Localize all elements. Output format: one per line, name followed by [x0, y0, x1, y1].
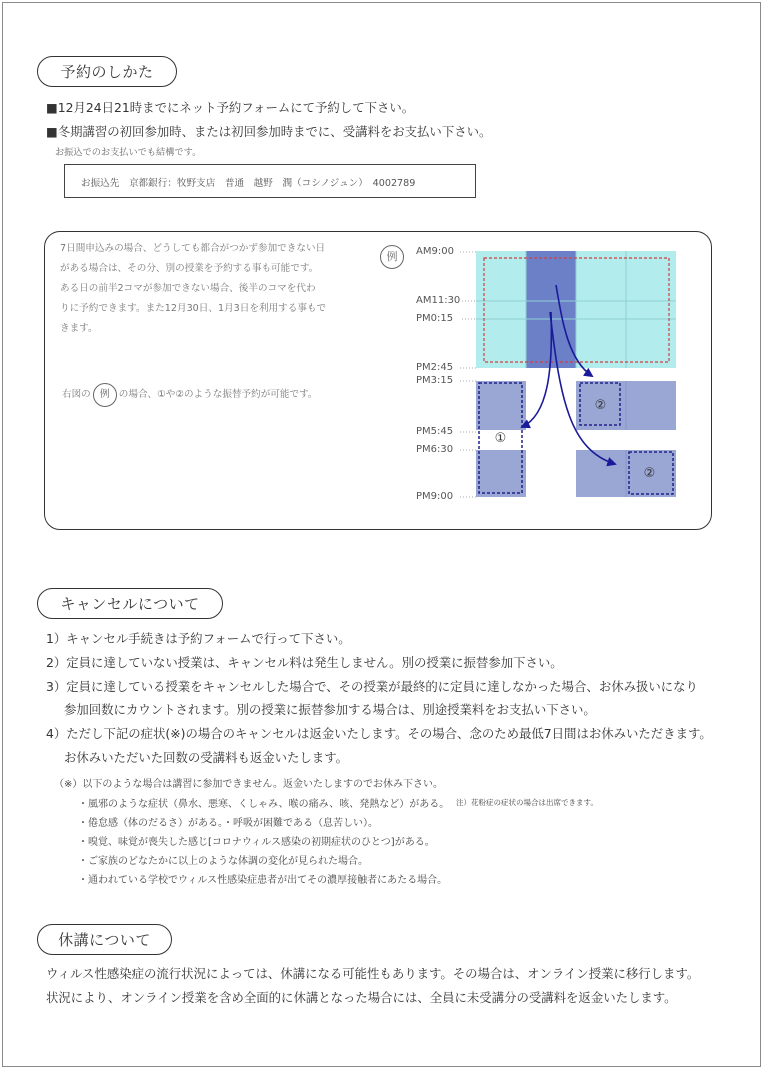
- heading-text: 休講について: [58, 931, 151, 949]
- reservation-line-1: ■12月24日21時までにネット予約フォームにて予約して下さい。: [46, 100, 415, 115]
- time-label: AM11:30: [416, 295, 461, 306]
- symptom-item: ・風邪のような症状（鼻水、悪寒、くしゃみ、喉の痛み、咳、発熱など）がある。: [78, 799, 450, 810]
- example-suffix: の場合、①や②のような振替予約が可能です。: [118, 389, 318, 400]
- bank-info: お振込先 京都銀行：牧野支店 普通 越野 潤（コシノジュン） 4002789: [81, 178, 416, 189]
- time-label: PM6:30: [416, 444, 454, 455]
- panel-line: ある日の前半2コマが参加できない場合、後半のコマを代わ: [60, 283, 316, 294]
- time-label: AM9:00: [416, 246, 454, 257]
- heading-text: 予約のしかた: [60, 63, 154, 81]
- cancel-item: 2）定員に達していない授業は、キャンセル料は発生しません。別の授業に振替参加下さい。: [46, 655, 563, 670]
- cancel-item: 3）定員に達している授業をキャンセルした場合で、その授業が最終的に定員に達しなかった場合、お休み扱いになり: [46, 679, 698, 694]
- section-heading-closure: [37, 924, 172, 955]
- symptom-item: ・嗅覚、味覚が喪失した感じ[コロナウィルス感染の初期症状のひとつ]がある。: [78, 837, 435, 848]
- diagram-example-mark: 例: [380, 245, 404, 269]
- cancel-item: 1）キャンセル手続きは予約フォームで行って下さい。: [46, 631, 351, 646]
- panel-line: 7日間申込みの場合、どうしても都合がつかず参加できない日: [60, 243, 326, 254]
- reservation-note: お振込でのお支払いでも結構です。: [55, 147, 202, 158]
- symptom-item: ・倦怠感（体のだるさ）がある。・呼吸が困難である（息苦しい）。: [78, 818, 378, 829]
- time-label: PM3:15: [416, 375, 454, 386]
- cancel-item: 4）ただし下記の症状(※)の場合のキャンセルは返金いたします。その場合、念のため最低7日間はお休みいただきます。: [46, 726, 712, 741]
- panel-line: きます。: [60, 323, 98, 334]
- slot-a: [476, 381, 526, 430]
- section-heading-cancel: [37, 588, 223, 619]
- cancel-item: 参加回数にカウントされます。別の授業に振替参加する場合は、別途授業料をお支払い下さい。: [64, 702, 596, 717]
- time-label: PM0:15: [416, 313, 454, 324]
- marker-2b: ②: [643, 466, 656, 481]
- heading-text: キャンセルについて: [60, 595, 200, 613]
- symptom-note-head: （※）以下のような場合は講習に参加できません。返金いたしますのでお休み下さい。: [54, 779, 443, 790]
- symptom-item: ・ご家族のどなたかに以上のような体調の変化が見られた場合。: [78, 856, 368, 867]
- closure-line-1: ウィルス性感染症の流行状況によっては、休講になる可能性もあります。その場合は、オンライン授業に移行します。: [46, 966, 700, 981]
- symptom-item: ・通われている学校でウィルス性感染症患者が出てその濃厚接触者にあたる場合。: [78, 875, 448, 886]
- example-prefix: 右図の: [62, 389, 91, 400]
- time-label: PM5:45: [416, 426, 454, 437]
- closure-line-2: 状況により、オンライン授業を含め全面的に休講となった場合には、全員に未受講分の受講料を返金いたします。: [46, 990, 677, 1005]
- cancel-item: お休みいただいた回数の受講料も返金いたします。: [64, 750, 348, 765]
- example-mark: 例: [93, 383, 117, 407]
- panel-line: がある場合は、その分、別の授業を予約する事も可能です。: [60, 263, 319, 274]
- time-label: PM9:00: [416, 491, 454, 502]
- marker-2a: ②: [594, 398, 607, 413]
- marker-1: ①: [494, 431, 507, 446]
- reservation-line-2: ■冬期講習の初回参加時、または初回参加時までに、受講料をお支払い下さい。: [46, 124, 492, 139]
- panel-line: りに予約できます。また12月30日、1月3日を利用する事もで: [60, 303, 327, 314]
- slot-c: [476, 450, 526, 497]
- symptom-side-note: 注）花粉症の症状の場合は出席できます。: [456, 798, 598, 807]
- time-label: PM2:45: [416, 362, 454, 373]
